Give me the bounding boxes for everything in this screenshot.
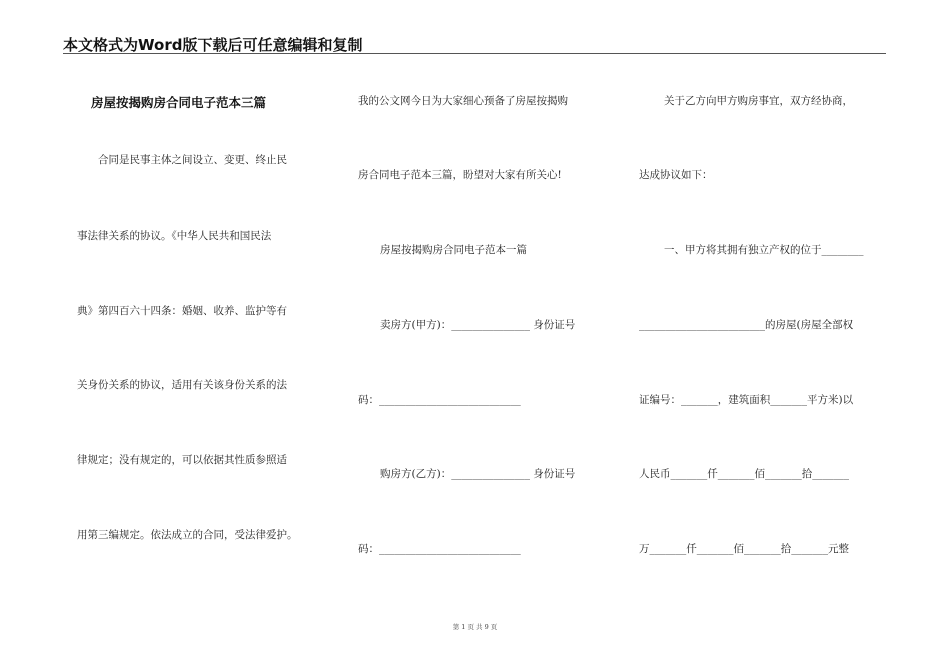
paragraph-line: 事法律关系的协议。《中华人民共和国民法 xyxy=(77,230,272,242)
clause-line: ________________________的房屋(房屋全部权 xyxy=(639,319,854,331)
seller-id-line: 码：___________________________ xyxy=(358,394,521,406)
paragraph-line: 房合同电子范本三篇，盼望对大家有所关心! xyxy=(358,169,562,181)
paragraph-line: 关于乙方向甲方购房事宜，双方经协商， xyxy=(664,95,853,107)
page-number: 第 1 页 共 9 页 xyxy=(452,623,498,631)
buyer-line: 购房方(乙方)：_______________ 身份证号 xyxy=(380,468,576,480)
document-title: 房屋按揭购房合同电子范本三篇 xyxy=(91,95,267,110)
buyer-id-line: 码：___________________________ xyxy=(358,543,521,555)
paragraph-line: 用第三编规定。依法成立的合同，受法律爱护。 xyxy=(77,529,298,541)
clause-line: 人民币_______仟_______佰_______拾_______ xyxy=(639,468,849,480)
seller-line: 卖房方(甲方)：_______________ 身份证号 xyxy=(380,319,576,331)
paragraph-line: 达成协议如下： xyxy=(639,169,713,181)
column-1 xyxy=(63,0,325,672)
section-heading: 房屋按揭购房合同电子范本一篇 xyxy=(380,244,527,256)
paragraph-line: 关身份关系的协议，适用有关该身份关系的法 xyxy=(77,379,287,391)
column-3 xyxy=(638,0,900,672)
header-banner: 本文格式为Word版下载后可任意编辑和复制 xyxy=(63,36,363,54)
paragraph-line: 律规定；没有规定的，可以依据其性质参照适 xyxy=(77,454,287,466)
clause-line: 一、甲方将其拥有独立产权的位于________ xyxy=(664,244,864,256)
clause-line: 万_______仟_______佰_______拾_______元整 xyxy=(639,543,849,555)
paragraph-line: 典》第四百六十四条：婚姻、收养、监护等有 xyxy=(77,305,287,317)
column-2 xyxy=(355,0,617,672)
paragraph-line: 我的公文网今日为大家细心预备了房屋按揭购 xyxy=(358,95,568,107)
paragraph-line: 合同是民事主体之间设立、变更、终止民 xyxy=(98,154,287,166)
clause-line: 证编号：_______，建筑面积_______平方米)以 xyxy=(639,394,854,406)
